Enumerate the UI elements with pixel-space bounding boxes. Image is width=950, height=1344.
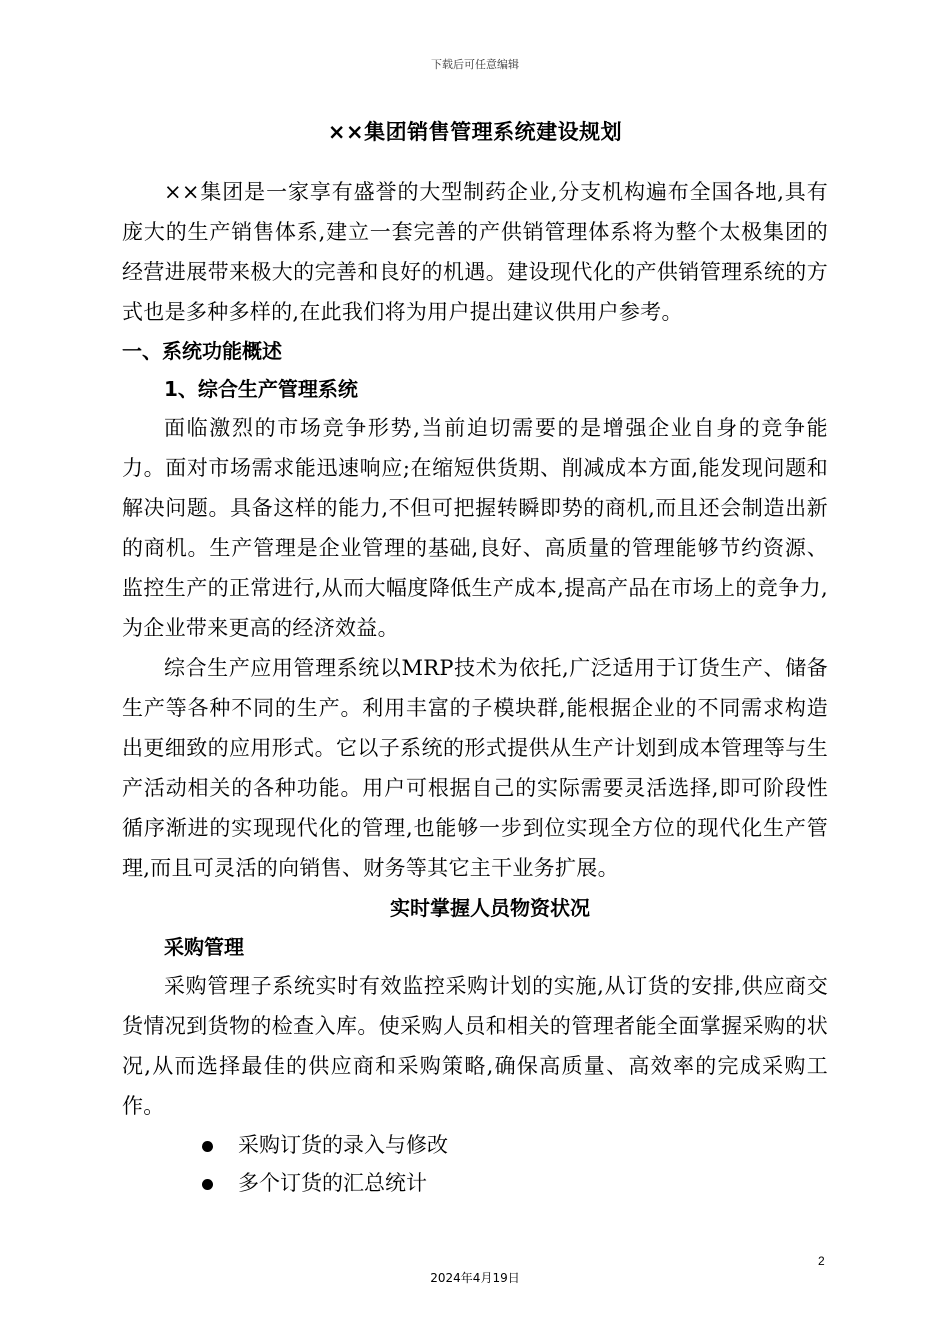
intro-paragraph: ××集团是一家享有盛誉的大型制药企业,分支机构遍布全国各地,具有庞大的生产销售体系,建立一套完善的产供销管理体系将为整个太极集团的经营进展带来极大的完善和良好的机遇。建设现代化的产供销管理系统的方式也是多种多样的,在此我们将为用户提出建议供用户参考。: [122, 180, 828, 324]
header-note: 下载后可任意编辑: [431, 58, 519, 71]
bullet-icon: [202, 1179, 213, 1190]
list-item-text: 采购订货的录入与修改: [238, 1133, 448, 1157]
list-item: [122, 1164, 828, 1202]
production-paragraph-1: 面临激烈的市场竞争形势,当前迫切需要的是增强企业自身的竞争能力。面对市场需求能迅速响应;在缩短供货期、削减成本方面,能发现问题和解决问题。具备这样的能力,不但可把握转瞬即势的商机,而且还会制造出新的商机。生产管理是企业管理的基础,良好、高质量的管理能够节约资源、监控生产的正常进行,从而大幅度降低生产成本,提高产品在市场上的竞争力,为企业带来更高的经济效益。: [122, 416, 828, 640]
document-title: ××集团销售管理系统建设规划: [327, 120, 623, 144]
subsection-heading-production: 1、综合生产管理系统: [164, 377, 358, 401]
list-item-text: 多个订货的汇总统计: [238, 1171, 427, 1195]
section-heading-overview: 一、系统功能概述: [122, 339, 282, 363]
bullet-icon: [202, 1141, 213, 1152]
production-paragraph-2: 综合生产应用管理系统以MRP技术为依托,广泛适用于订货生产、储备生产等各种不同的生产。利用丰富的子模块群,能根据企业的不同需求构造出更细致的应用形式。它以子系统的形式提供从生产计划到成本管理等与生产活动相关的各种功能。用户可根据自己的实际需要灵活选择,即可阶段性循序渐进的实现现代化的管理,也能够一步到位实现全方位的现代化生产管理,而且可灵活的向销售、财务等其它主干业务扩展。: [122, 656, 828, 880]
subsection-heading-purchase: 采购管理: [164, 935, 244, 959]
page-number: 2: [818, 1254, 825, 1268]
list-item: [122, 1126, 828, 1164]
purchase-bullet-list: [122, 1126, 828, 1202]
purchase-paragraph: 采购管理子系统实时有效监控采购计划的实施,从订货的安排,供应商交货情况到货物的检查入库。使采购人员和相关的管理者能全面掌握采购的状况,从而选择最佳的供应商和采购策略,确保高质量、高效率的完成采购工作。: [122, 974, 828, 1118]
document-body: [122, 172, 828, 1202]
footer-date: 2024年4月19日: [430, 1271, 520, 1285]
center-heading-status: 实时掌握人员物资状况: [390, 896, 590, 920]
